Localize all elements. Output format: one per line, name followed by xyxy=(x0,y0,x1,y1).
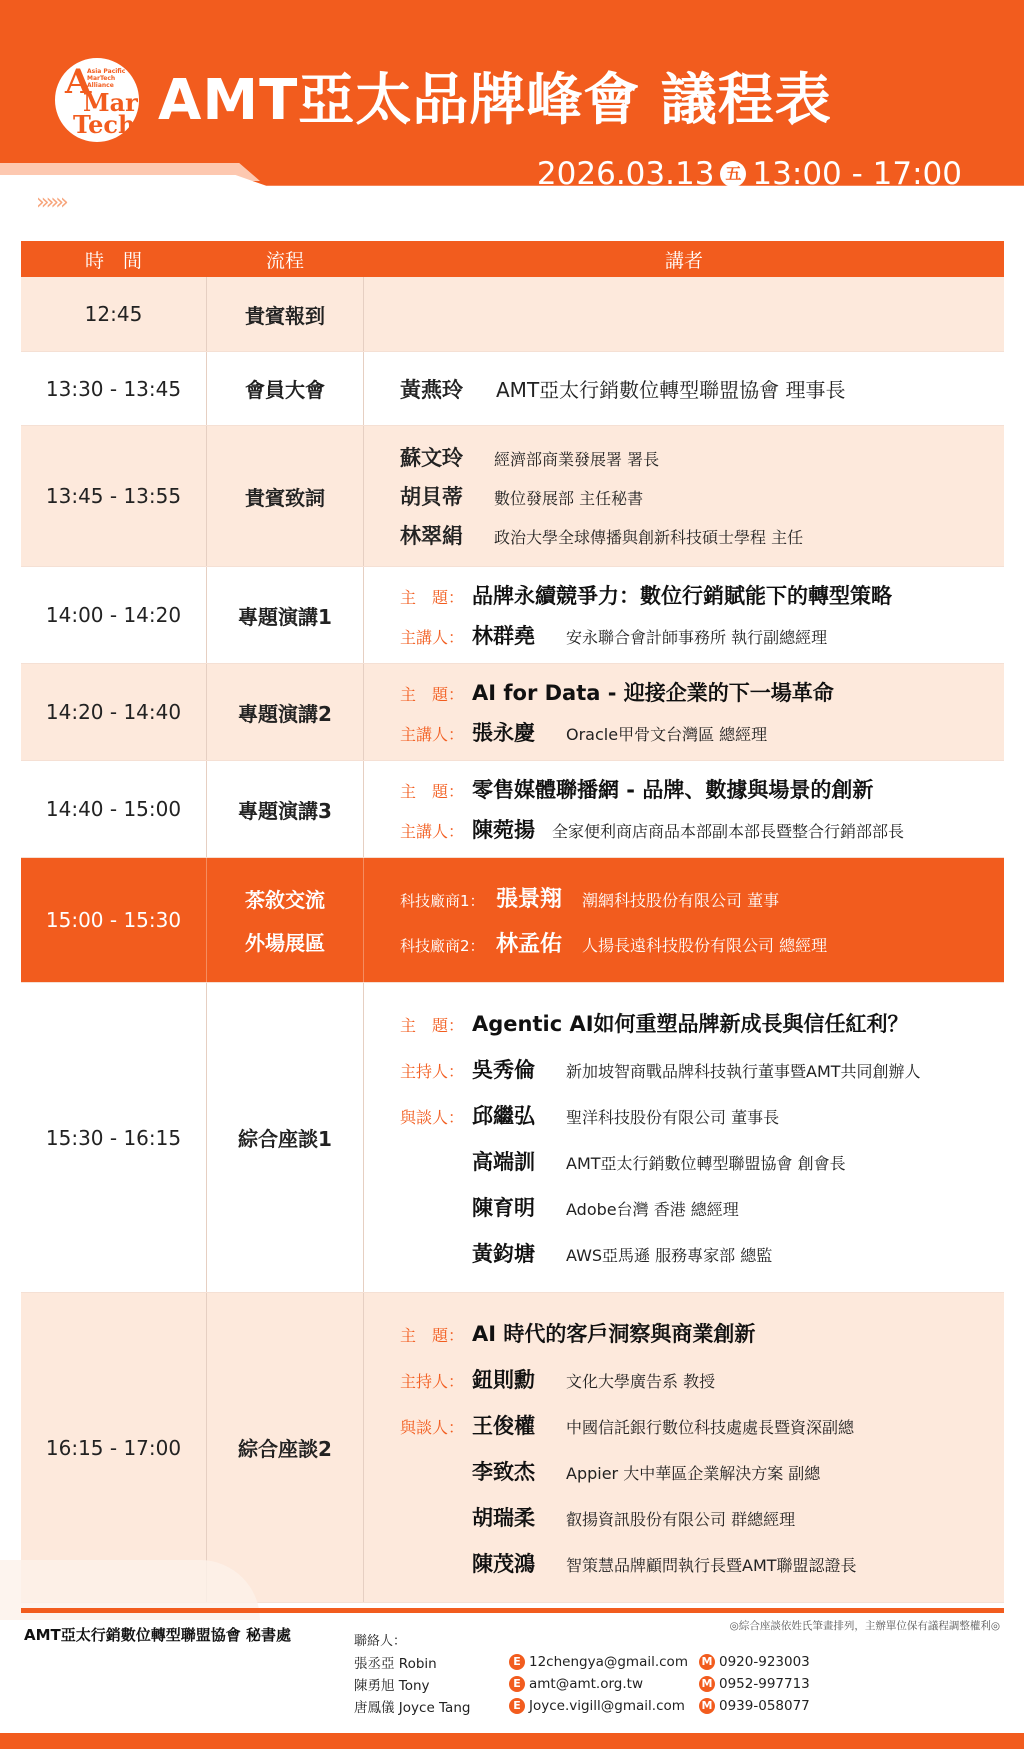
contact-label: 聯絡人： xyxy=(354,1634,407,1649)
host-label: 主持人： xyxy=(400,1061,465,1081)
panel-label: 與談人： xyxy=(400,1417,465,1437)
row-flow: 綜合座談1 xyxy=(206,983,364,1292)
phone-text: 0952-997713 xyxy=(719,1676,810,1692)
bottom-band xyxy=(0,1733,1024,1749)
logo-subtitle: Asia Pacific MarTech Alliance xyxy=(87,68,126,89)
contact-name: 唐鳳儀 Joyce Tang xyxy=(354,1700,471,1716)
phone-text: 0939-058077 xyxy=(719,1698,810,1714)
panelist-title: Appier 大中華區企業解決方案 副總 xyxy=(566,1463,821,1483)
panelist-name: 黃鈞塘 xyxy=(472,1241,535,1266)
row-flow: 專題演講3 xyxy=(206,761,364,857)
speaker-title: Oracle甲骨文台灣區 總經理 xyxy=(566,725,768,744)
col-speaker-header: 講者 xyxy=(664,249,703,272)
page-title: AMT亞太品牌峰會 議程表 xyxy=(158,68,832,133)
organizer-name: AMT亞太行銷數位轉型聯盟協會 秘書處 xyxy=(24,1626,291,1644)
row-time: 16:15 - 17:00 xyxy=(45,1435,182,1460)
topic-label: 主 題： xyxy=(400,1325,465,1345)
row-time: 14:40 - 15:00 xyxy=(45,797,182,821)
speaker-name: 黃燕玲 xyxy=(400,377,463,402)
row-time: 13:30 - 13:45 xyxy=(45,376,182,401)
contact-name: 張丞亞 Robin xyxy=(354,1656,437,1672)
row-time: 15:00 - 15:30 xyxy=(45,908,182,932)
col-flow-header: 流程 xyxy=(265,249,304,272)
contact-email[interactable] xyxy=(509,1676,699,1692)
row-time: 15:30 - 16:15 xyxy=(45,1125,182,1150)
topic-text: AI for Data - 迎接企業的下一場革命 xyxy=(472,681,834,705)
header-banner xyxy=(0,0,1024,210)
row-flow: 專題演講2 xyxy=(206,664,364,760)
logo-tech: Tech xyxy=(73,110,136,139)
amt-martech-logo xyxy=(55,58,139,142)
row-speakers xyxy=(364,426,1004,566)
topic-text: 品牌永續競爭力：數位行銷賦能下的轉型策略 xyxy=(472,584,892,608)
row-flow: 會員大會 xyxy=(206,352,364,425)
panelist-title: 智策慧品牌顧問執行長暨AMT聯盟認證長 xyxy=(566,1555,857,1575)
email-text: Joyce.vigill@gmail.com xyxy=(529,1698,685,1714)
vendor-label: 科技廠商1： xyxy=(400,892,485,910)
table-row xyxy=(21,983,1004,1293)
contact-phone[interactable] xyxy=(699,1676,810,1692)
table-row xyxy=(21,664,1004,761)
row-flow: 專題演講1 xyxy=(206,567,364,663)
row-time: 12:45 xyxy=(84,302,143,326)
panelist-title: AWS亞馬遜 服務專家部 總監 xyxy=(566,1245,773,1265)
table-row xyxy=(21,426,1004,567)
flow-exhibit: 外場展區 xyxy=(245,931,325,955)
contact-row xyxy=(354,1673,810,1695)
row-speakers xyxy=(364,761,1004,857)
contact-row xyxy=(354,1695,810,1717)
speaker-title: 數位發展部 主任秘書 xyxy=(494,489,644,508)
speaker-name: 陳菀揚 xyxy=(472,818,535,842)
row-speakers xyxy=(364,983,1004,1292)
agenda-table xyxy=(21,241,1004,1603)
speaker-name: 林翠絹 xyxy=(400,524,463,548)
speaker-name: 林群堯 xyxy=(472,624,535,648)
speaker-name: 胡貝蒂 xyxy=(400,485,463,509)
speaker-title: 全家便利商店商品本部副本部長暨整合行銷部部長 xyxy=(552,822,905,841)
vendor-name: 林孟佑 xyxy=(496,932,563,957)
host-label: 主持人： xyxy=(400,1371,465,1391)
topic-text: Agentic AI如何重塑品牌新成長與信任紅利？ xyxy=(472,1011,909,1036)
host-name: 鈕則勳 xyxy=(472,1367,535,1392)
row-speakers xyxy=(364,664,1004,760)
host-name: 吳秀倫 xyxy=(472,1057,535,1082)
topic-label: 主 題： xyxy=(400,782,465,801)
table-row xyxy=(21,352,1004,426)
vendor-name: 張景翔 xyxy=(496,887,563,912)
row-time: 14:20 - 14:40 xyxy=(45,700,182,724)
email-icon: E xyxy=(509,1698,525,1714)
event-date xyxy=(537,156,962,192)
speaker-label: 主講人： xyxy=(400,628,465,647)
table-row xyxy=(21,1293,1004,1603)
chevron-decoration-icon: ›››››› xyxy=(36,190,65,215)
speaker-label: 主講人： xyxy=(400,725,465,744)
phone-icon: M xyxy=(699,1698,715,1714)
logo-letter: A xyxy=(65,62,92,102)
row-time: 14:00 - 14:20 xyxy=(45,603,182,627)
panelist-name: 陳茂鴻 xyxy=(472,1551,535,1576)
email-text: amt@amt.org.tw xyxy=(529,1676,643,1692)
weekday-badge: 五 xyxy=(720,161,746,187)
panelist-name: 陳育明 xyxy=(472,1195,535,1220)
contact-phone[interactable] xyxy=(699,1698,810,1714)
topic-text: AI 時代的客戶洞察與商業創新 xyxy=(472,1321,756,1346)
row-speakers xyxy=(364,567,1004,663)
row-speakers xyxy=(364,1293,1004,1602)
row-speakers xyxy=(364,858,1004,982)
contact-row xyxy=(354,1651,810,1673)
panelist-title: 叡揚資訊股份有限公司 群總經理 xyxy=(566,1509,796,1529)
topic-label: 主 題： xyxy=(400,588,465,607)
panelist-title: 中國信託銀行數位科技處處長暨資深副總 xyxy=(566,1417,855,1437)
speaker-title: AMT亞太行銷數位轉型聯盟協會 理事長 xyxy=(496,377,846,402)
panelist-name: 胡瑞柔 xyxy=(472,1505,535,1530)
host-title: 文化大學廣告系 教授 xyxy=(566,1371,716,1391)
footer-divider xyxy=(21,1608,1004,1613)
panelist-title: Adobe台灣 香港 總經理 xyxy=(566,1199,739,1219)
flow-tea-break: 茶敘交流 xyxy=(245,888,325,912)
phone-icon: M xyxy=(699,1676,715,1692)
row-speakers xyxy=(364,277,1004,351)
panel-label: 與談人： xyxy=(400,1107,465,1127)
host-title: 新加坡智商戰品牌科技執行董事暨AMT共同創辦人 xyxy=(566,1061,921,1081)
topic-text: 零售媒體聯播網 - 品牌、數據與場景的創新 xyxy=(472,778,874,802)
topic-label: 主 題： xyxy=(400,685,465,704)
vendor-title: 潮網科技股份有限公司 董事 xyxy=(582,891,780,910)
date-text: 2026.03.13 xyxy=(536,156,715,192)
table-row xyxy=(21,761,1004,858)
speaker-title: 政治大學全球傳播與創新科技碩士學程 主任 xyxy=(494,528,804,547)
row-flow: 貴賓致詞 xyxy=(206,426,364,566)
topic-label: 主 題： xyxy=(400,1015,465,1035)
contact-list xyxy=(354,1651,810,1717)
contact-phone[interactable] xyxy=(699,1654,810,1670)
speaker-name: 蘇文玲 xyxy=(400,446,463,470)
contact-name: 陳勇旭 Tony xyxy=(354,1678,430,1694)
row-speakers xyxy=(364,352,1004,425)
agenda-notice: ◎綜合座談依姓氏筆畫排列，主辦單位保有議程調整權利◎ xyxy=(729,1620,1000,1632)
email-icon: E xyxy=(509,1654,525,1670)
row-flow: 綜合座談2 xyxy=(206,1293,364,1602)
phone-text: 0920-923003 xyxy=(719,1654,810,1670)
panelist-title: 聖洋科技股份有限公司 董事長 xyxy=(566,1107,780,1127)
panelist-name: 邱繼弘 xyxy=(472,1103,535,1128)
contact-email[interactable] xyxy=(509,1654,699,1670)
panelist-name: 王俊權 xyxy=(472,1413,535,1438)
panelist-title: AMT亞太行銷數位轉型聯盟協會 創會長 xyxy=(566,1153,846,1173)
row-time: 13:45 - 13:55 xyxy=(45,484,182,508)
speaker-title: 經濟部商業發展署 署長 xyxy=(494,450,660,469)
email-icon: E xyxy=(509,1676,525,1692)
phone-icon: M xyxy=(699,1654,715,1670)
speaker-title: 安永聯合會計師事務所 執行副總經理 xyxy=(566,628,828,647)
logo-mar: Mar xyxy=(83,88,138,117)
email-text: 12chengya@gmail.com xyxy=(529,1654,688,1670)
speaker-label: 主講人： xyxy=(400,822,465,841)
vendor-title: 人揚長遠科技股份有限公司 總經理 xyxy=(582,936,828,955)
speaker-name: 張永慶 xyxy=(472,721,535,745)
table-row xyxy=(21,567,1004,664)
row-flow: 貴賓報到 xyxy=(206,277,364,351)
time-range: 13:00 - 17:00 xyxy=(752,156,962,192)
col-time-header: 時 間 xyxy=(84,249,142,272)
table-row xyxy=(21,277,1004,352)
panelist-name: 李致杰 xyxy=(472,1459,535,1484)
panelist-name: 高端訓 xyxy=(472,1149,535,1174)
row-flow xyxy=(206,858,364,982)
vendor-label: 科技廠商2： xyxy=(400,937,485,955)
contact-email[interactable] xyxy=(509,1698,699,1714)
table-row-highlight xyxy=(21,858,1004,983)
table-header xyxy=(21,241,1004,277)
